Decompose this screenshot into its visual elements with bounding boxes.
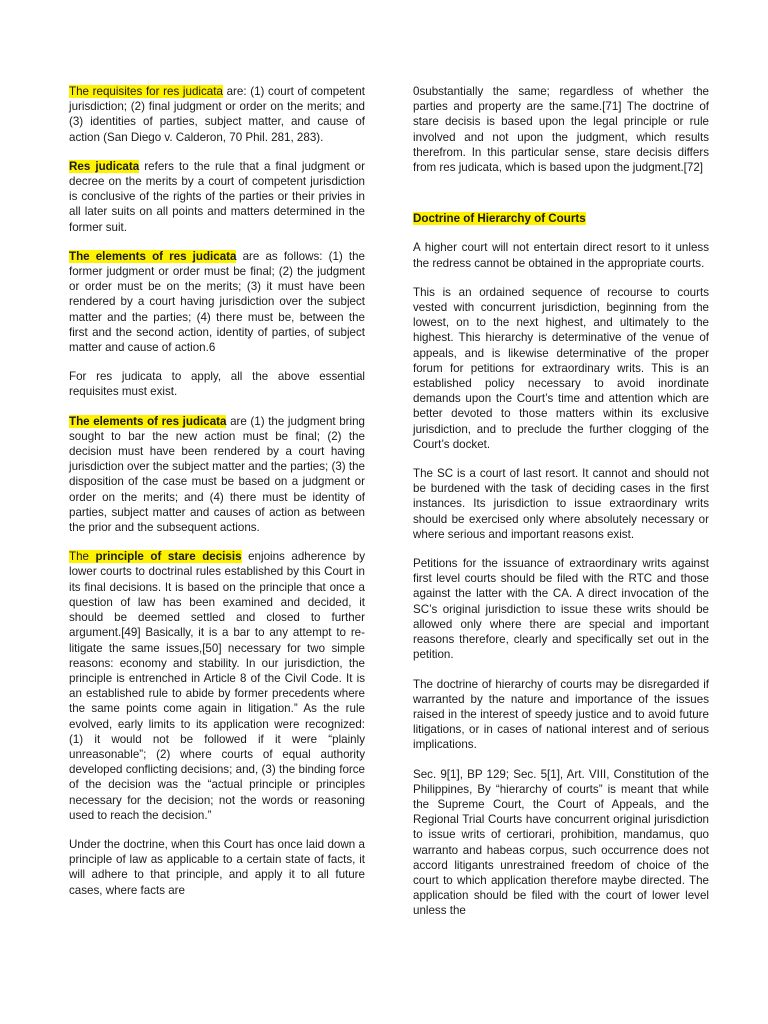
paragraph-stare-decisis [69, 549, 365, 823]
paragraph-text: The SC is a court of last resort. It cannot and should not be burdened with the task of deciding cases in the first instances. Its jurisdiction to issue extraordinary writs should be exercised only where absolutely necessary or where serious and important reasons exist. [413, 467, 709, 541]
paragraph-text: Petitions for the issuance of extraordinary writs against first level courts should be filed with the RTC and those against the latter with the CA. A direct invocation of the SC’s original jurisdiction to issue these writs should be allowed only where there are special and important reasons therefore, clearly and specifically set out in the petition. [413, 557, 709, 662]
paragraph-higher-court [413, 240, 709, 270]
paragraph-continuation [413, 84, 709, 175]
spacer [413, 189, 709, 211]
paragraph-text: For res judicata to apply, all the above essential requisites must exist. [69, 370, 365, 399]
highlighted-term: Res judicata [69, 159, 140, 173]
right-column [413, 84, 709, 933]
paragraph-text: A higher court will not entertain direct resort to it unless the redress cannot be obtained in the appropriate courts. [413, 241, 709, 270]
highlighted-term: principle of stare decisis [95, 550, 242, 564]
highlighted-lead: The [69, 550, 96, 564]
section-heading [413, 211, 709, 226]
paragraph-text: are: (1) court of competent jurisdiction; (2) final judgment or order on the merits; and (3) identities of parties, subject matter, and cause of action (San Diego v. Calderon, 70 Phil. 281, 283). [69, 85, 365, 144]
highlighted-term: The elements of res judicata [69, 414, 227, 428]
paragraph-text: The doctrine of hierarchy of courts may be disregarded if warranted by the nature and importance of the issues raised in the interest of speedy justice and to avoid future litigations, or in cases of national interest and of serious implications. [413, 677, 709, 752]
paragraph-text: are as follows: (1) the former judgment or order must be final; (2) the judgment or order must be on the merits; (3) it must have been rendered by a court having jurisdiction over the subject matter and the parties; (4) there must be, between the first and the second action, identity of parties, of subject matter and cause of action.6 [69, 249, 365, 355]
heading-hierarchy-of-courts: Doctrine of Hierarchy of Courts [413, 212, 586, 226]
paragraph-under-the-doctrine [69, 837, 365, 898]
paragraph-requisites-must-exist [69, 369, 365, 399]
paragraph-elements-1 [69, 249, 365, 355]
paragraph-sec-9 [413, 767, 709, 919]
paragraph-court-of-last-resort [413, 466, 709, 542]
paragraph-text: 0substantially the same; regardless of whether the parties and property are the same.[71] The doctrine of stare decisis is based upon the legal principle or rule involved and not upon the judgment, which results therefrom. In this particular sense, stare decisis differs from res judicata, which is based upon the judgment.[72] [413, 85, 709, 175]
paragraph-text: Sec. 9[1], BP 129; Sec. 5[1], Art. VIII, Constitution of the Philippines, By “hierarchy of courts” is meant that while the Supreme Court, the Court of Appeals, and the Regional Trial Courts have concurrent original jurisdiction to issue writs of certiorari, prohibition, mandamus, quo warranto and habeas corpus, such occurrence does not accord litigants unrestrained freedom of choice of the court to which application therefore maybe directed. The application should be filed with the court of lower level unless the [413, 767, 709, 918]
paragraph-petitions [413, 556, 709, 662]
paragraph-text: are (1) the judgment bring sought to bar the new action must be final; (2) the decision must have been rendered by a court having jurisdiction over the subject matter and the parties; (3) the disposition of the case must be based on a judgment or order on the merits; and (4) there must be identity of parties, subject matter and causes of action as between the prior and the subsequent actions. [69, 414, 366, 535]
highlighted-term: The elements of res judicata [69, 249, 237, 263]
paragraph-ordained-sequence [413, 285, 709, 452]
paragraph-text: This is an ordained sequence of recourse to courts vested with concurrent jurisdiction, beginning from the lowest, on to the next highest, and ultimately to the highest. This hierarchy is determinative of the venue of appeals, and is likewise determinative of the proper forum for petitions for extraordinary writs. This is an established policy necessary to avoid inordinate demands upon the Court’s time and attention which are better devoted to those matters within its exclusive jurisdiction, and to preclude the further clogging of the Court’s docket. [413, 285, 709, 451]
paragraph-disregarded [413, 677, 709, 753]
paragraph-elements-2 [69, 414, 365, 536]
paragraph-text: Under the doctrine, when this Court has once laid down a principle of law as applicable to a certain state of facts, it will adhere to that principle, and apply it to all future cases, where facts are [69, 837, 365, 897]
paragraph-res-judicata-definition [69, 159, 365, 235]
paragraph-text: enjoins adherence by lower courts to doctrinal rules established by this Court in its final decisions. It is based on the principle that once a question of law has been examined and decided, it should be deemed settled and closed to further argument.[49] Basically, it is a bar to any attempt to re-litigate the same issues,[50] necessary for two simple reasons: economy and stability. In our jurisdiction, the principle is entrenched in Article 8 of the Civil Code. It is an established rule to abide by former precedents where the same points come again in litigation.” As the rule evolved, early limits to its application were recognized: (1) it would not be followed if it were “plainly unreasonable”; (2) where courts of equal authority developed conflicting decisions; and, (3) the binding force of the decision was the “actual principle or principles necessary for the decision; not the words or reasoning used to reach the decision.” [69, 550, 365, 822]
left-column [69, 84, 365, 912]
highlighted-phrase: The requisites for res judicata [69, 85, 223, 98]
paragraph-requisites [69, 84, 365, 145]
paragraph-text: refers to the rule that a final judgment or decree on the merits by a court of competent jurisdiction is conclusive of the rights of the parties or their privies in all later suits on all points and matters determined in the former suit. [69, 159, 365, 234]
